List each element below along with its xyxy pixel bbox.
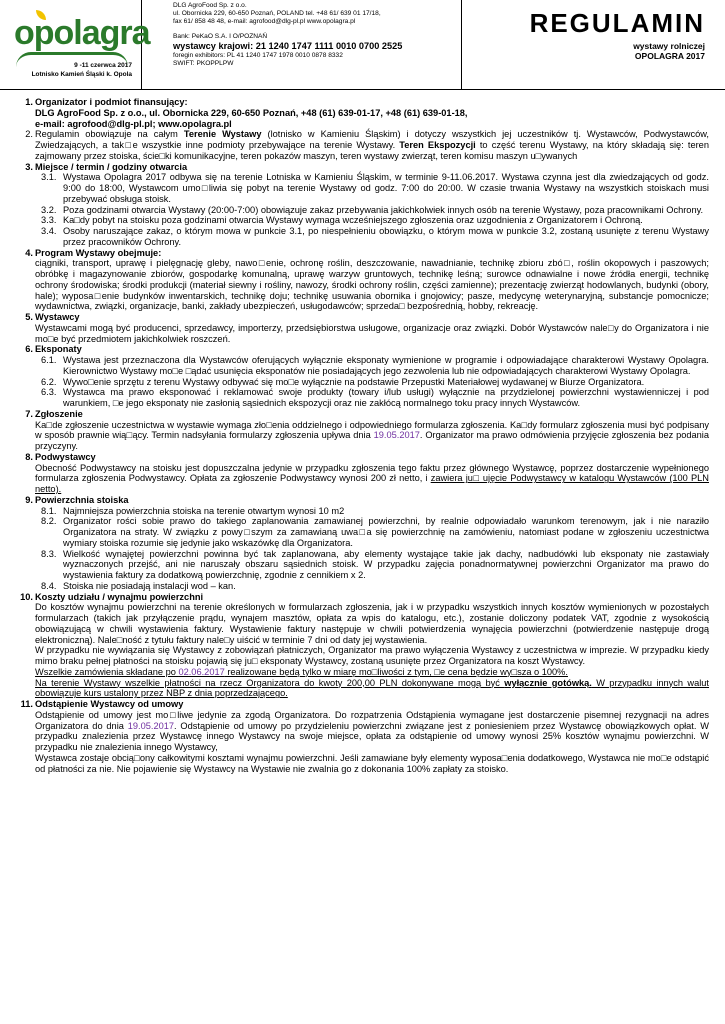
foreign-account: foregin exhibitors: PL 41 1240 1747 1978 0010 0878 8332 bbox=[173, 51, 343, 59]
document-title: REGULAMIN bbox=[529, 8, 705, 38]
logo bbox=[0, 0, 150, 90]
section-11 bbox=[17, 699, 709, 774]
section-text: Regulamin obowiązuje na całym Terenie Wystawy (lotnisko w Kamieniu Śląskim) i dotyczy wszystkich jej uczestników tj. Wystawców, Podwystawców, Zwiedzających, a tak□e wszystkie inne podmioty przebywające na terenie Wystawy. Teren Ekspozycji to część terenu Wystawy, na który składają się: teren zajmowany przez stoiska, ście□ki komunikacyjne, teren pokazów maszyn, teren wystawy zwierząt, teren komisu maszyn u□ywanych bbox=[35, 129, 709, 161]
organizer-address: DLG AgroFood Sp. z o.o., ul. Obornicka 229, 60-650 Poznań, +48 (61) 639-01-17, +48 (61) 639-01-18, bbox=[35, 107, 468, 118]
section-heading: Zgłoszenie bbox=[35, 408, 83, 419]
deadline-date: 19.05.2017 bbox=[373, 430, 420, 441]
section-text: Do kosztów wynajmu powierzchni na terenie określonych w formularzach zgłoszenia, jak i w przypadku wszystkich innych kosztów wymienionych w pozostałych formularzach (takich jak przyłączenie prądu, wynajem masztów, opłata za wpis do katalogu, etc.), zostanie doliczony podatek VAT, zgodnie z wysokością obowiązującą w chwili wystawienia faktury. Wystawienie faktury następuje w chwili potwierdzenia wynajęcia powierzchni (potwierdzenie następuje drogą elektroniczną). Nale□ność z tytułu faktury nale□y uiścić w terminie 7 dni od daty jej wystawienia. bbox=[35, 602, 709, 645]
section-text: Odstąpienie od umowy jest mo□liwe jedynie za zgodą Organizatora. Do rozpatrzenia Odstąpienia wymagane jest dostarczenie pisemnej rezygnacji na adres Organizatora do dnia 19.05.2017. Odstąpienie od umowy po przydzieleniu powierzchni związane jest z poniesieniem przez Wystawcę obowiązkowych opłat. W przypadku znalezienia przez Wystawcę innego Wystawcy na swoje miejsce, opłata za odstąpienie od umowy wynosi 25% kosztów wynajmu powierzchni. W przypadku nie znalezienia innego Wystawcy, bbox=[35, 709, 709, 752]
document-subtitle bbox=[633, 41, 705, 61]
section-5 bbox=[17, 312, 709, 344]
section-7 bbox=[17, 409, 709, 452]
header bbox=[0, 0, 725, 90]
section-number: 8. bbox=[25, 451, 33, 462]
section-text: Obecność Podwystawcy na stoisku jest dopuszczalna jedynie w przypadku zgłoszenia tego faktu przez głównego Wystawcę, poprzez dostarczenie wypełnionego formularza zgłoszenia Podwystawcy. Opłata za zgłoszenie Podwystawcy wynosi 200 zł netto, i zawiera ju□ ujęcie Podwystawcy w katalogu Wystawców (100 PLN netto). bbox=[35, 462, 709, 494]
organizer-email: e-mail: agrofood@dlg-pl.pl; www.opolagra.pl bbox=[35, 118, 232, 129]
section-number: 6. bbox=[25, 344, 33, 355]
contact-block bbox=[142, 0, 462, 90]
section-heading: Koszty udziału / wynajmu powierzchni bbox=[35, 591, 204, 602]
subsection: 3.3. Ka□dy pobyt na stoisku poza godzinami otwarcia Wystawy wymaga wcześniejszego zgłoszenia oraz uzgodnienia z Organizatorem i Ochroną. bbox=[41, 215, 643, 226]
company-name: DLG AgroFood Sp. z o.o. bbox=[173, 2, 247, 9]
section-heading: Program Wystawy obejmuje: bbox=[35, 247, 162, 258]
event-dates: 9 -11 czerwca 2017 bbox=[74, 62, 132, 69]
section-4 bbox=[17, 248, 709, 313]
section-1 bbox=[17, 97, 709, 129]
section-heading: Miejsce / termin / godziny otwarcia bbox=[35, 161, 188, 172]
section-number: 9. bbox=[25, 494, 33, 505]
domestic-account: wystawcy krajowi: 21 1240 1747 1111 0010 0700 2525 bbox=[173, 40, 403, 51]
subsection: 8.1. Najmniejsza powierzchnia stoiska na terenie otwartym wynosi 10 m2 bbox=[41, 505, 345, 516]
subsection: 6.2. Wywo□enie sprzętu z terenu Wystawy odbywać się mo□e wyłącznie na podstawie Przepustki Materiałowej wydawanej w Biurze Organizatora. bbox=[41, 376, 645, 387]
section-6 bbox=[17, 344, 709, 355]
section-heading: Podwystawcy bbox=[35, 451, 96, 462]
subtitle-line-1: wystawy rolniczej bbox=[633, 41, 705, 51]
section-number: 1. bbox=[25, 97, 33, 107]
section-2 bbox=[17, 129, 709, 161]
subsection: 6.1. Wystawa jest przeznaczona dla Wystawców oferujących wyłącznie eksponaty wymienione w programie i odpowiadające charakterowi Wystawy Opolagra. Kierownictwo Wystawy mo□e □ądać usunięcia eksponatów nie posiadających jego zezwolenia lub nie odpowiadających charakterowi Wystawy Opolagra. bbox=[41, 355, 709, 376]
late-orders-note: Wszelkie zamówienia składane po 02.06.2017 realizowane będą tylko w miarę mo□liwości z tym, □e cena będzie wy□sza o 100%. bbox=[35, 666, 568, 677]
subsection: 6.3. Wystawca ma prawo eksponować i reklamować swoje produkty (towary i/lub usługi) wyłącznie na przydzielonej powierzchni wystawienniczej i pod warunkiem, □e jego eksponaty nie zasłonią sąsiednich ekspozycji oraz nie zakłócą normalnego toku pracy innych Wystawców. bbox=[41, 387, 709, 408]
subsection: 8.4. Stoiska nie posiadają instalacji wod – kan. bbox=[41, 580, 236, 591]
section-number: 5. bbox=[25, 312, 33, 322]
section-number: 4. bbox=[25, 247, 33, 258]
section-number: 7. bbox=[25, 408, 33, 419]
subsection: 8.3. Wielkość wynajętej powierzchni powinna być tak zaplanowana, aby elementy wystające takie jak dachy, nadbudówki lub eksponaty nie zastawiały wyznaczonych przejść, ani nie naruszały obszaru sąsiednich stoisk. W przypadku zajęcia ponadnormatywnej powierzchni Organizator ma prawo do wystawienia faktury za dodatkową powierzchnię, zgodnie z cennikiem x 2. bbox=[41, 548, 709, 580]
section-number: 11. bbox=[20, 699, 33, 709]
section-text: Wystawca zostaje obcią□ony całkowitymi kosztami wynajmu powierzchni. Jeśli zamawiane były elementy wyposa□enia dodatkowego, Wystawca nie mo□e odstąpić od płatności za nie. Nie pojawienie się Wystawcy na Wystawie nie zwalnia go z dokonania 100% zapłaty za stoisko. bbox=[35, 752, 709, 774]
section-heading: Organizator i podmiot finansujący: bbox=[35, 97, 188, 107]
section-text: ciągniki, transport, uprawę i pielęgnację gleby, nawo□enie, ochronę roślin, deszczowanie, nawadnianie, technikę zbioru zbó□, roślin okopowych i paszowych; obróbkę i magazynowanie zbiorów, gospodarkę komunalną, uprawę warzyw gruntowych, technikę leśną; surowce odnawialne i nowe źródła energii, technikę ochrony środowiska; środki produkcji (materiał siewny i rośliny, nawozy, środki ochrony roślin, części zamienne); prezentację zwierząt hodowlanych, budynki (obory, hale); wyposa□enie budynków inwentarskich, technikę doju; technikę usuwania obornika i gnojowicy; pasze, medycynę weterynaryjną, substancje pomocnicze; wydawnictwa, związki, organizacje, banki, zakłady ubezpieczeń, usługodawców; sprzeda□ bezpośrednią, hobby, rekreację. bbox=[35, 258, 709, 312]
section-number: 2. bbox=[25, 129, 33, 140]
company-address: ul. Obornicka 229, 60-650 Poznań, POLAND tel. +48 61/ 639 01 17/18, bbox=[173, 10, 381, 18]
section-heading: Odstąpienie Wystawcy od umowy bbox=[35, 699, 184, 709]
event-place: Lotnisko Kamień Śląski k. Opola bbox=[31, 71, 132, 78]
section-9 bbox=[17, 495, 709, 506]
section-text: W przypadku nie wywiązania się Wystawcy z zobowiązań płatniczych, Organizator ma prawo wyłączenia Wystawcy z uczestnictwa w imprezie. W przypadku kiedy mimo braku pełnej płatności na stoisku pojawią się ju□ eksponaty Wystawcy, zostaną usunięte przez Organizatora na koszt Wystawcy. bbox=[35, 645, 709, 666]
section-number: 3. bbox=[25, 161, 33, 172]
regulations-body bbox=[17, 97, 709, 774]
section-heading: Powierzchnia stoiska bbox=[35, 494, 129, 505]
subsection: 3.1. Wystawa Opolagra 2017 odbywa się na terenie Lotniska w Kamieniu Śląskim, w terminie 9-11.06.2017. Wystawa czynna jest dla zwiedzających od godz. 9:00 do 18:00, Wystawcom umo□liwia się pobyt na terenie Wystawy od godz. 7:00 do 20:00. W czasie trwania Wystawy na wszystkich stoiskach musi przebywać obsługa stoisk. bbox=[41, 172, 709, 204]
subsection: 3.2. Poza godzinami otwarcia Wystawy (20:00-7:00) obowiązuje zakaz przebywania jakichkolwiek innych osób na terenie Wystawy, poza pracownikami Ochrony. bbox=[41, 204, 704, 215]
company-fax-email: fax 61/ 858 48 48, e-mail: agrofood@dlg-pl.pl www.opolagra.pl bbox=[173, 18, 356, 26]
section-number: 10. bbox=[20, 591, 33, 602]
section-heading: Eksponaty bbox=[35, 344, 82, 355]
section-text: Ka□de zgłoszenie uczestnictwa w wystawie wymaga zło□enia oddzielnego i odpowiedniego formularza zgłoszenia. Ka□dy formularz zgłoszenia musi być podpisany w sposób prawnie wią□ący. Termin nadsyłania formularzy zgłoszenia upływa dnia 19.05.2017. Organizator ma prawo odmówienia przyjęcie zgłoszenia bez podania przyczyny. bbox=[35, 419, 709, 451]
section-8 bbox=[17, 452, 709, 495]
subsection: 8.2. Organizator rości sobie prawo do takiego zaplanowania zamawianej powierzchni, by realnie odpowiadało warunkom terenowym, jak i nie naraziło Organizatora na straty. W związku z powy□szym za zamawianą uwa□a się powierzchnię na zamówieniu, natomiast podane w zgłoszeniu uczestnictwa wymiary stoiska rozumie się jedynie jako wskazówkę dla Organizatora. bbox=[41, 516, 709, 548]
section-3 bbox=[17, 162, 709, 173]
subsection: 3.4. Osoby naruszające zakaz, o którym mowa w punkcie 3.1, po niespełnieniu obowiązku, o którym mowa w punkcie 3.2, zostaną usunięte z terenu Wystawy przez pracowników Ochrony. bbox=[41, 226, 709, 247]
subtitle-line-2: OPOLAGRA 2017 bbox=[634, 51, 705, 61]
logo-dates bbox=[0, 62, 138, 78]
section-10 bbox=[17, 592, 709, 700]
logo-wordmark: opolagra bbox=[14, 14, 150, 52]
section-heading: Wystawcy bbox=[35, 312, 80, 322]
swift-code: SWIFT: PKOPPLPW bbox=[173, 60, 234, 68]
section-text: Wystawcami mogą być producenci, sprzedawcy, importerzy, przedsiębiorstwa usługowe, organizacje oraz związki. Dobór Wystawców nale□y do Organizatora i nie mo□e być przedmiotem jakichkolwiek roszczeń. bbox=[35, 322, 709, 344]
bank-name: Bank: PeKaO S.A. I O/POZNAŃ bbox=[173, 32, 268, 40]
title-block bbox=[462, 0, 725, 90]
cash-payment-note: Na terenie Wystawy wszelkie płatności na rzecz Organizatora do kwoty 200,00 PLN dokonywane mogą być wyłącznie gotówką. W przypadku innych walut obowiązuje kurs ustalony przez NBP z dnia poprzedzającego. bbox=[35, 677, 710, 699]
